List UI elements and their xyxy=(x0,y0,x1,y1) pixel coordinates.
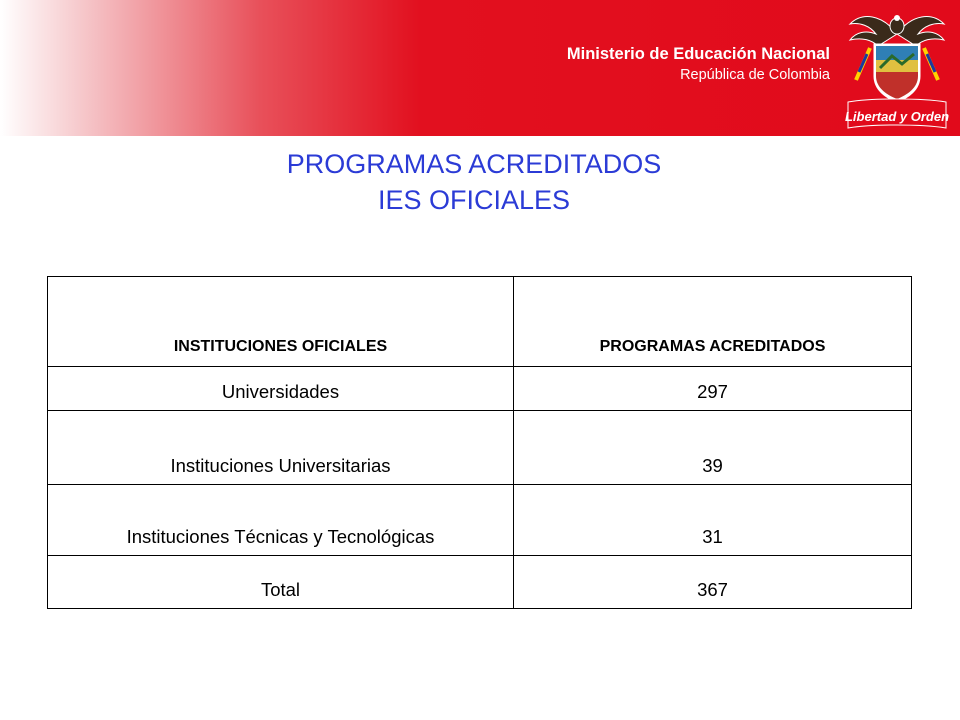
programs-cell: 367 xyxy=(514,556,912,609)
table-row xyxy=(48,367,912,411)
title-line-1: PROGRAMAS ACREDITADOS xyxy=(286,149,662,179)
institution-cell: Universidades xyxy=(48,367,514,411)
ministry-block xyxy=(567,43,830,85)
header-band xyxy=(0,0,960,136)
table-row xyxy=(48,485,912,556)
institution-cell: Instituciones Universitarias xyxy=(48,411,514,485)
programs-cell: 297 xyxy=(514,367,912,411)
title-line-2: IES OFICIALES xyxy=(377,185,571,215)
programs-cell: 39 xyxy=(514,411,912,485)
table-row xyxy=(48,411,912,485)
header-programs: PROGRAMAS ACREDITADOS xyxy=(514,277,912,367)
table-header-row xyxy=(48,277,912,367)
ministry-name: Ministerio de Educación Nacional xyxy=(566,45,830,63)
page-title xyxy=(0,146,948,218)
motto-text: Libertad y Orden xyxy=(844,109,950,124)
institution-cell: Total xyxy=(48,556,514,609)
ministry-country: República de Colombia xyxy=(680,67,830,83)
programs-cell: 31 xyxy=(514,485,912,556)
header-institutions: INSTITUCIONES OFICIALES xyxy=(48,277,514,367)
institution-cell: Instituciones Técnicas y Tecnológicas xyxy=(48,485,514,556)
table-row-total xyxy=(48,556,912,609)
accredited-programs-table xyxy=(47,276,912,609)
coat-of-arms-icon xyxy=(842,4,952,132)
